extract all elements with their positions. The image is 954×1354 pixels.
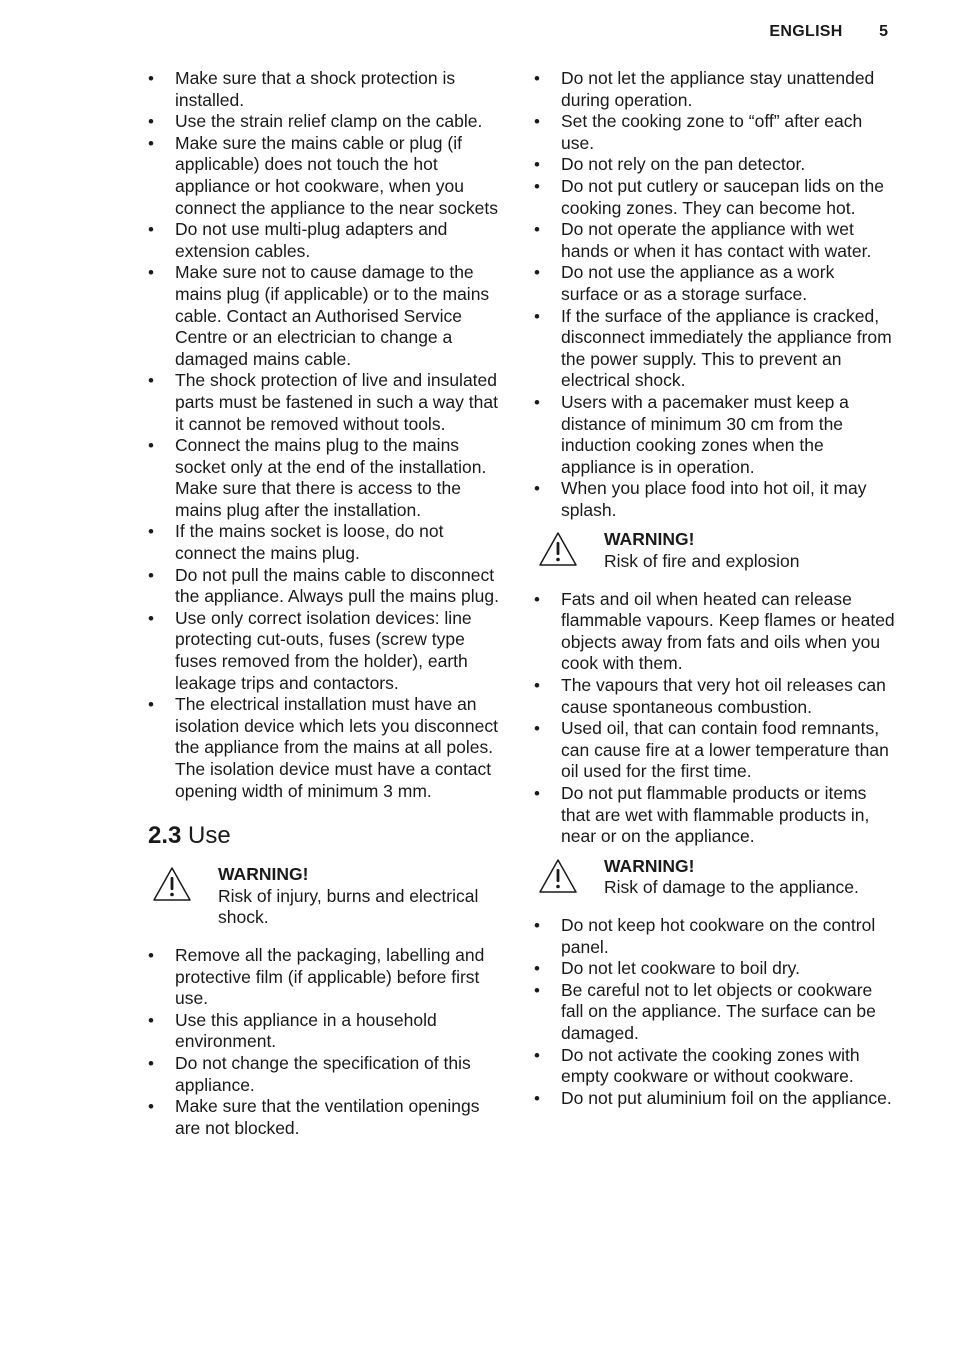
list-item: • If the surface of the appliance is cracked, disconnect immediately the appliance from the power supply. This to prevent an electrical shock.: [534, 306, 896, 392]
list-item: • Do not put cutlery or saucepan lids on the cooking zones. They can become hot.: [534, 176, 896, 219]
warning-triangle-icon: [538, 531, 578, 567]
warning-title: WARNING!: [604, 529, 695, 550]
warning-text: Risk of damage to the appliance.: [604, 877, 859, 898]
list-item: • Set the cooking zone to “off” after each use.: [534, 111, 896, 154]
list-item: • Use only correct isolation devices: line protecting cut-outs, fuses (screw type fuses removed from the holder), earth leakage trips and contactors.: [148, 608, 508, 694]
list-item: • The shock protection of live and insulated parts must be fastened in such a way that it cannot be removed without tools.: [148, 370, 508, 435]
list-item: • Do not put aluminium foil on the appliance.: [534, 1088, 896, 1110]
section-number: 2.3: [148, 822, 182, 850]
section-heading: [148, 822, 508, 850]
list-item: • Do not rely on the pan detector.: [534, 154, 896, 176]
safety-list-use: [148, 945, 508, 1139]
list-item: • The vapours that very hot oil releases can cause spontaneous combustion.: [534, 675, 896, 718]
list-item: • Do not let cookware to boil dry.: [534, 958, 896, 980]
list-item: • The electrical installation must have an isolation device which lets you disconnect the appliance from the mains at all poles. The isolation device must have a contact opening width of minimum 3 mm.: [148, 694, 508, 802]
list-item: • Do not pull the mains cable to disconnect the appliance. Always pull the mains plug.: [148, 565, 508, 608]
right-column: [534, 68, 896, 1109]
left-column: [148, 68, 508, 1139]
list-item: • Do not use multi-plug adapters and extension cables.: [148, 219, 508, 262]
warning-triangle-icon: [152, 866, 192, 902]
list-item: • Make sure the mains cable or plug (if applicable) does not touch the hot appliance or hot cookware, when you connect the appliance to the near sockets: [148, 133, 508, 219]
list-item: • Do not activate the cooking zones with empty cookware or without cookware.: [534, 1045, 896, 1088]
warning-block: [534, 856, 896, 899]
warning-triangle-icon: [538, 858, 578, 894]
list-item: • Do not use the appliance as a work surface or as a storage surface.: [534, 262, 896, 305]
warning-block: [534, 529, 896, 572]
list-item: • Remove all the packaging, labelling and protective film (if applicable) before first use.: [148, 945, 508, 1010]
safety-list-fire: [534, 589, 896, 848]
list-item: • Fats and oil when heated can release flammable vapours. Keep flames or heated objects away from fats and oils when you cook with them.: [534, 589, 896, 675]
warning-block: [148, 864, 508, 929]
list-item: • Make sure that the ventilation openings are not blocked.: [148, 1096, 508, 1139]
page-header: [769, 23, 888, 41]
safety-list-operation: [534, 68, 896, 521]
list-item: • When you place food into hot oil, it may splash.: [534, 478, 896, 521]
warning-title: WARNING!: [218, 864, 309, 885]
section-title: Use: [188, 822, 231, 850]
list-item: • Connect the mains plug to the mains socket only at the end of the installation. Make sure that there is access to the mains plug after the installation.: [148, 435, 508, 521]
list-item: • Be careful not to let objects or cookware fall on the appliance. The surface can be damaged.: [534, 980, 896, 1045]
warning-text: Risk of fire and explosion: [604, 551, 800, 572]
warning-title: WARNING!: [604, 855, 695, 876]
list-item: • Do not change the specification of this appliance.: [148, 1053, 508, 1096]
list-item: • Use this appliance in a household environment.: [148, 1010, 508, 1053]
list-item: • Users with a pacemaker must keep a distance of minimum 30 cm from the induction cooking zones when the appliance is in operation.: [534, 392, 896, 478]
list-item: • Use the strain relief clamp on the cable.: [148, 111, 508, 133]
safety-list-damage: [534, 915, 896, 1109]
list-item: • Do not keep hot cookware on the control panel.: [534, 915, 896, 958]
language-label: ENGLISH: [769, 23, 843, 40]
list-item: • If the mains socket is loose, do not connect the mains plug.: [148, 521, 508, 564]
list-item: • Used oil, that can contain food remnants, can cause fire at a lower temperature than oil used for the first time.: [534, 718, 896, 783]
list-item: • Make sure not to cause damage to the mains plug (if applicable) or to the mains cable. Contact an Authorised Service Centre or an electrician to change a damaged mains cable.: [148, 262, 508, 370]
list-item: • Do not operate the appliance with wet hands or when it has contact with water.: [534, 219, 896, 262]
page-number: 5: [879, 23, 888, 40]
list-item: • Do not put flammable products or items that are wet with flammable products in, near or on the appliance.: [534, 783, 896, 848]
safety-list-electrical: [148, 68, 508, 802]
list-item: • Do not let the appliance stay unattended during operation.: [534, 68, 896, 111]
warning-text: Risk of injury, burns and electrical shock.: [218, 885, 479, 928]
list-item: • Make sure that a shock protection is installed.: [148, 68, 508, 111]
